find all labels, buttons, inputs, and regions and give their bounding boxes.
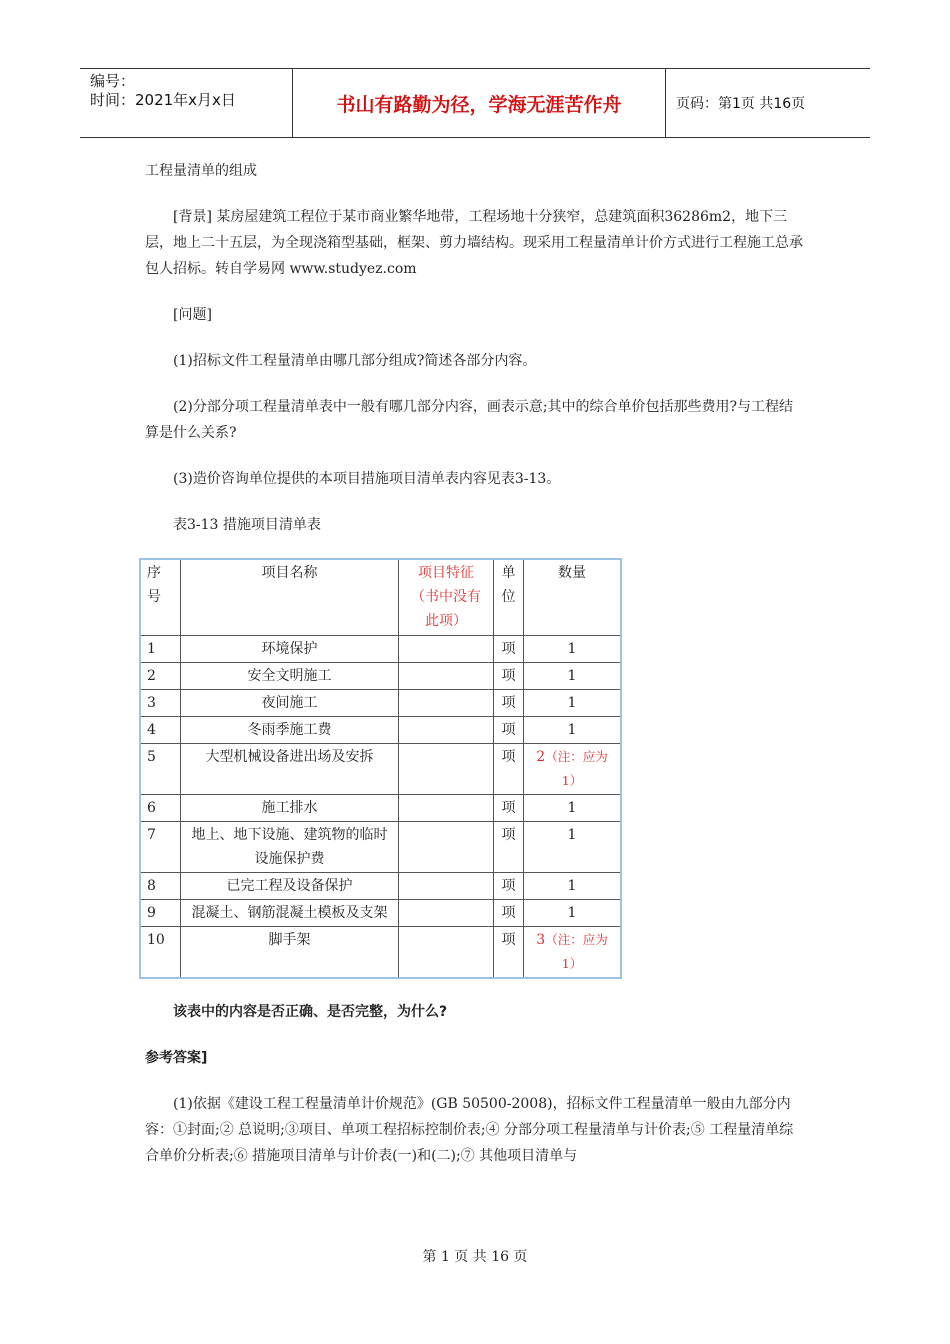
table-row	[140, 926, 621, 978]
page-footer: 第 1 页 共 16 页	[422, 1249, 528, 1265]
row-name: 已完工程及设备保护	[181, 872, 399, 899]
document-number-label: 编号：	[90, 72, 136, 90]
row-no: 9	[140, 899, 181, 926]
row-no: 8	[140, 872, 181, 899]
table-row	[140, 794, 621, 821]
header-page-label: 页码：第1页 共16页	[676, 96, 806, 112]
row-qty	[524, 821, 622, 872]
row-qty-value: 1	[567, 640, 577, 657]
row-name: 混凝土、钢筋混凝土模板及支架	[181, 899, 399, 926]
question-3: (3)造价咨询单位提供的本项目措施项目清单表内容见表3-13。	[173, 471, 561, 487]
header-qty: 数量	[524, 559, 622, 635]
row-name: 施工排水	[181, 794, 399, 821]
table-row	[140, 716, 621, 743]
row-feature	[399, 635, 494, 662]
header-motto-cell	[292, 69, 666, 137]
row-qty-value: 2	[536, 748, 546, 765]
table-row	[140, 635, 621, 662]
row-feature	[399, 716, 494, 743]
row-unit: 项	[494, 689, 524, 716]
answer-heading: 参考答案]	[145, 1049, 208, 1066]
row-unit: 项	[494, 662, 524, 689]
row-qty	[524, 872, 622, 899]
row-unit: 项	[494, 872, 524, 899]
row-no: 3	[140, 689, 181, 716]
header-meta	[80, 69, 292, 137]
answer-1: (1)依据《建设工程工程量清单计价规范》(GB 50500-2008)，招标文件工程量清单一般由九部分内容：①封面;② 总说明;③项目、单项工程招标控制价表;④ 分部分项工程量清单与计价表;⑤ 工程量清单综合单价分析表;⑥ 措施项目清单与计价表(一)和(二);⑦ 其他项目清单与	[145, 1095, 794, 1164]
table-row	[140, 689, 621, 716]
document-title: 工程量清单的组成	[145, 163, 257, 179]
row-qty	[524, 926, 622, 978]
row-qty	[524, 899, 622, 926]
row-qty-value: 1	[567, 799, 577, 816]
row-feature	[399, 662, 494, 689]
row-name: 安全文明施工	[181, 662, 399, 689]
row-qty	[524, 743, 622, 794]
row-qty	[524, 794, 622, 821]
row-feature	[399, 794, 494, 821]
row-unit: 项	[494, 899, 524, 926]
table-row	[140, 899, 621, 926]
row-name: 地上、地下设施、建筑物的临时设施保护费	[181, 821, 399, 872]
question-2: (2)分部分项工程量清单表中一般有哪几部分内容，画表示意;其中的综合单价包括那些费用?与工程结算是什么关系?	[145, 399, 794, 441]
header-motto: 书山有路勤为径，学海无涯苦作舟	[336, 93, 622, 116]
row-qty	[524, 689, 622, 716]
question-heading: [问题]	[173, 307, 212, 323]
header-no: 序号	[140, 559, 181, 635]
header-feature: 项目特征（书中没有此项）	[399, 559, 494, 635]
row-name: 大型机械设备进出场及安拆	[181, 743, 399, 794]
row-feature	[399, 821, 494, 872]
row-no: 7	[140, 821, 181, 872]
row-qty-value: 1	[567, 877, 577, 894]
row-unit: 项	[494, 743, 524, 794]
row-qty-value: 1	[567, 826, 577, 843]
row-no: 4	[140, 716, 181, 743]
row-qty-note: （注：应为1）	[545, 748, 608, 788]
table-row	[140, 821, 621, 872]
row-qty-value: 3	[536, 931, 546, 948]
row-qty-note: （注：应为1）	[545, 931, 608, 971]
row-feature	[399, 743, 494, 794]
row-unit: 项	[494, 926, 524, 978]
measures-table	[139, 558, 622, 979]
row-name: 夜间施工	[181, 689, 399, 716]
row-name: 冬雨季施工费	[181, 716, 399, 743]
header-name: 项目名称	[181, 559, 399, 635]
table-body	[140, 635, 621, 978]
row-qty-value: 1	[567, 721, 577, 738]
row-no: 10	[140, 926, 181, 978]
row-qty	[524, 716, 622, 743]
document-time-label: 时间：2021年x月x日	[90, 91, 236, 109]
table-header-row	[140, 559, 621, 635]
row-feature	[399, 872, 494, 899]
table-row	[140, 743, 621, 794]
row-qty	[524, 635, 622, 662]
row-feature	[399, 689, 494, 716]
table-row	[140, 662, 621, 689]
row-name: 脚手架	[181, 926, 399, 978]
row-unit: 项	[494, 794, 524, 821]
row-no: 5	[140, 743, 181, 794]
question-1: (1)招标文件工程量清单由哪几部分组成?简述各部分内容。	[173, 353, 537, 369]
row-no: 1	[140, 635, 181, 662]
row-feature	[399, 899, 494, 926]
row-no: 2	[140, 662, 181, 689]
page-header	[80, 68, 870, 138]
header-unit: 单位	[494, 559, 524, 635]
document-body	[145, 158, 805, 1189]
row-qty-value: 1	[567, 694, 577, 711]
row-qty	[524, 662, 622, 689]
row-no: 6	[140, 794, 181, 821]
table-question: 该表中的内容是否正确、是否完整，为什么?	[173, 1003, 448, 1020]
row-qty-value: 1	[567, 904, 577, 921]
background-paragraph: [背景] 某房屋建筑工程位于某市商业繁华地带，工程场地十分狭窄，总建筑面积36286m2，地下三层，地上二十五层，为全现浇箱型基础，框架、剪力墙结构。现采用工程量清单计价方式进行工程施工总承包人招标。转自学易网 www.studyez.com	[145, 209, 803, 277]
row-name: 环境保护	[181, 635, 399, 662]
row-qty-value: 1	[567, 667, 577, 684]
row-unit: 项	[494, 716, 524, 743]
table-caption: 表3-13 措施项目清单表	[173, 517, 321, 533]
table-row	[140, 872, 621, 899]
row-unit: 项	[494, 635, 524, 662]
row-feature	[399, 926, 494, 978]
row-unit: 项	[494, 821, 524, 872]
